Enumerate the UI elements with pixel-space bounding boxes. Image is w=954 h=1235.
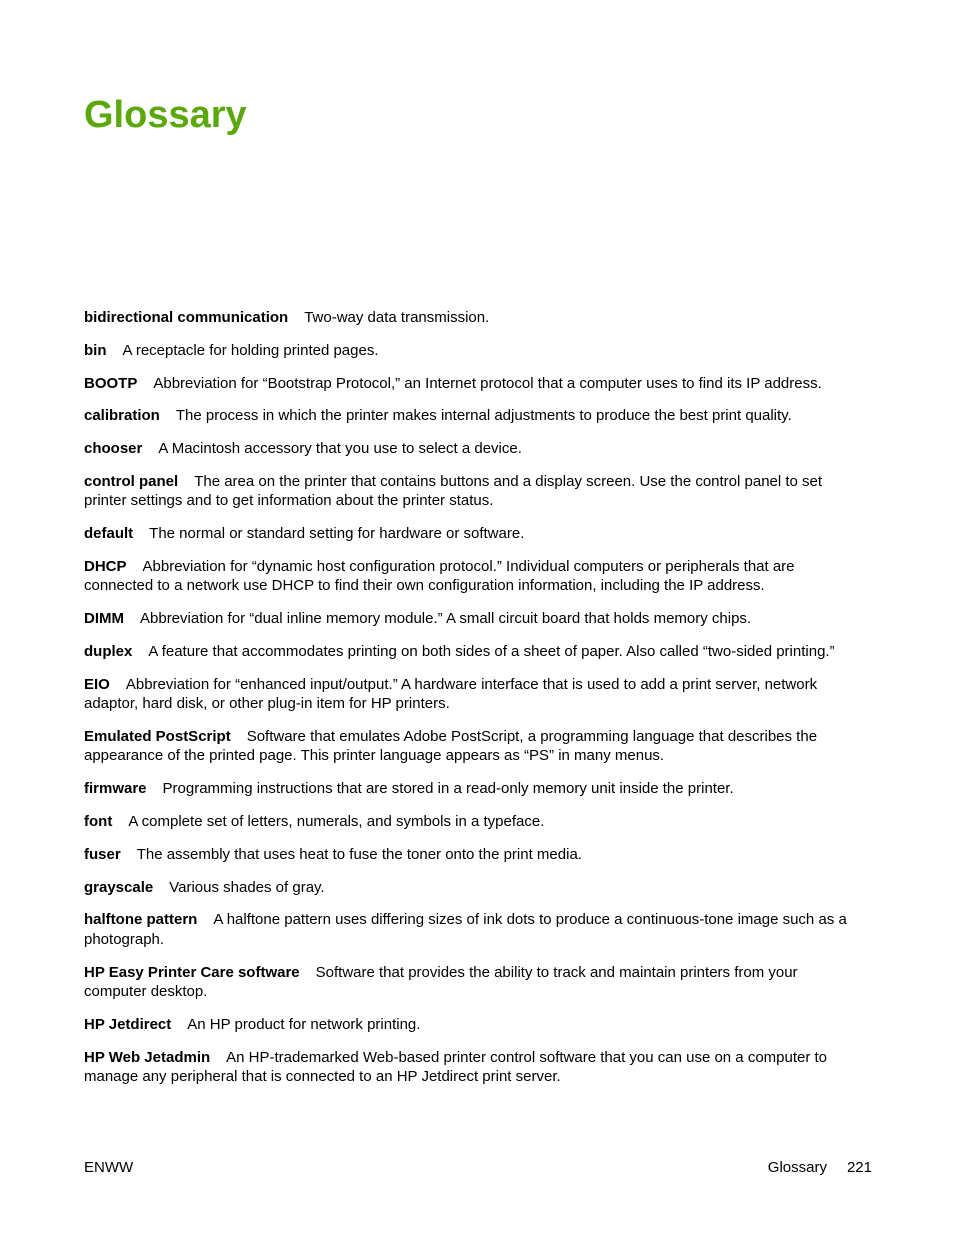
glossary-definition: Abbreviation for “Bootstrap Protocol,” an Internet protocol that a computer uses to find its IP address. (153, 374, 822, 392)
glossary-entry (84, 779, 858, 798)
glossary-list (84, 308, 858, 1100)
glossary-entry (84, 609, 858, 628)
glossary-definition: A Macintosh accessory that you use to select a device. (158, 440, 522, 458)
glossary-term: DHCP (84, 557, 127, 575)
glossary-definition: Software that emulates Adobe PostScript, a programming language that describes the appearance of the printed page. This printer language appears as “PS” in many menus. (84, 727, 818, 765)
glossary-term: BOOTP (84, 374, 138, 392)
glossary-entry (84, 675, 858, 714)
glossary-definition: The process in which the printer makes internal adjustments to produce the best print quality. (175, 407, 792, 425)
footer-section-label: Glossary (767, 1159, 827, 1176)
glossary-term: EIO (84, 675, 110, 693)
glossary-definition: Abbreviation for “dual inline memory module.” A small circuit board that holds memory chips. (140, 610, 752, 628)
glossary-definition: Two-way data transmission. (304, 309, 490, 326)
glossary-definition: A receptacle for holding printed pages. (122, 341, 379, 359)
glossary-definition: Software that provides the ability to track and maintain printers from your computer desktop. (84, 963, 798, 1000)
glossary-term: bin (84, 341, 107, 359)
glossary-entry (84, 812, 858, 831)
glossary-definition: Various shades of gray. (169, 878, 325, 896)
glossary-term: DIMM (84, 610, 124, 628)
glossary-term: fuser (84, 845, 121, 863)
glossary-entry (84, 910, 858, 949)
glossary-entry (84, 374, 858, 393)
glossary-term: bidirectional communication (84, 309, 289, 326)
glossary-entry (84, 406, 858, 425)
glossary-entry (84, 308, 858, 327)
glossary-term: default (84, 525, 134, 543)
glossary-definition: A feature that accommodates printing on both sides of a sheet of paper. Also called “two-sided printing.” (148, 642, 835, 660)
glossary-entry (84, 472, 858, 511)
glossary-term: grayscale (84, 878, 154, 896)
glossary-entry (84, 727, 858, 766)
glossary-entry (84, 845, 858, 864)
page-number: 221 (846, 1159, 872, 1176)
glossary-definition: An HP-trademarked Web-based printer control software that you can use on a computer to manage any peripheral that is connected to an HP Jetdirect print server. (84, 1048, 828, 1085)
glossary-definition: Abbreviation for “enhanced input/output.” A hardware interface that is used to add a print server, network adaptor, hard disk, or other plug-in item for HP printers. (84, 675, 818, 713)
glossary-definition: The normal or standard setting for hardware or software. (149, 525, 525, 543)
glossary-term: HP Easy Printer Care software (84, 963, 300, 981)
glossary-entry (84, 1015, 858, 1034)
glossary-definition: Programming instructions that are stored in a read-only memory unit inside the printer. (162, 780, 734, 798)
glossary-term: calibration (84, 407, 160, 425)
glossary-term: font (84, 812, 113, 830)
glossary-entry (84, 642, 858, 661)
glossary-term: Emulated PostScript (84, 727, 231, 745)
glossary-term: chooser (84, 440, 143, 458)
glossary-term: control panel (84, 472, 179, 490)
glossary-term: firmware (84, 780, 147, 798)
glossary-entry (84, 557, 858, 596)
glossary-definition: An HP product for network printing. (187, 1015, 421, 1033)
glossary-definition: The assembly that uses heat to fuse the toner onto the print media. (136, 845, 582, 863)
footer-right (768, 1158, 872, 1177)
glossary-entry (84, 524, 858, 543)
glossary-entry (84, 963, 858, 1002)
glossary-term: HP Jetdirect (84, 1015, 172, 1033)
glossary-entry (84, 1048, 858, 1087)
glossary-term: halftone pattern (84, 911, 198, 929)
glossary-definition: A halftone pattern uses differing sizes of ink dots to produce a continuous-tone image such as a photograph. (84, 911, 847, 948)
glossary-term: duplex (84, 642, 133, 660)
glossary-entry (84, 439, 858, 458)
glossary-entry (84, 341, 858, 360)
footer-left-label: ENWW (84, 1159, 134, 1176)
glossary-definition: Abbreviation for “dynamic host configuration protocol.” Individual computers or peripherals that are connected to a network use DHCP to find their own configuration information, including the IP address. (84, 557, 795, 595)
glossary-term: HP Web Jetadmin (84, 1048, 211, 1066)
page-title: Glossary (84, 94, 247, 136)
glossary-entry (84, 878, 858, 897)
glossary-definition: The area on the printer that contains buttons and a display screen. Use the control panel to set printer settings and to get information about the printer status. (84, 472, 823, 510)
glossary-definition: A complete set of letters, numerals, and symbols in a typeface. (128, 812, 545, 830)
